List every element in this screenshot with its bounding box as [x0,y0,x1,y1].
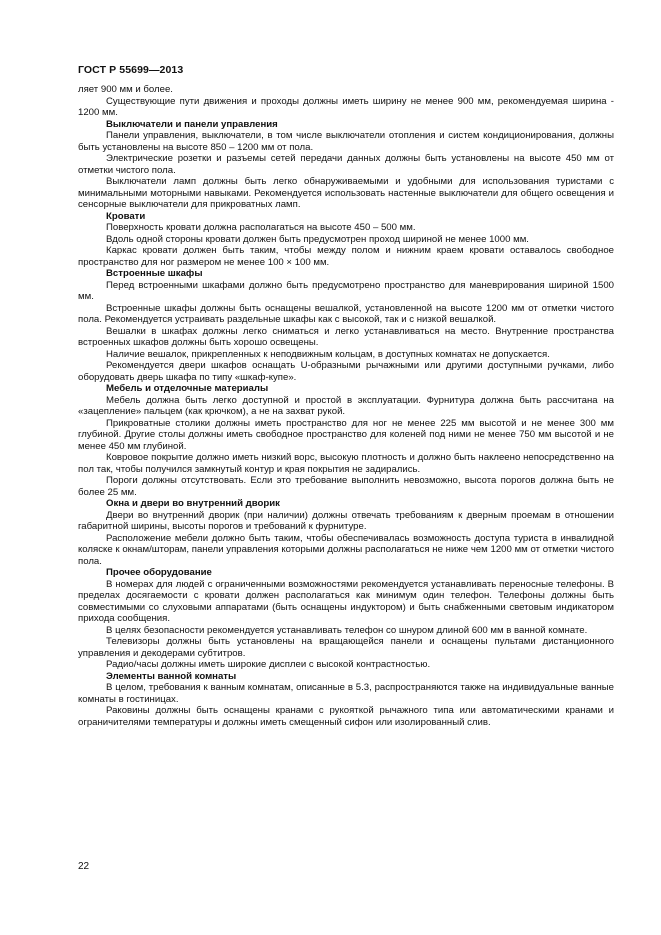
paragraph: Встроенные шкафы должны быть оснащены вешалкой, установленной на высоте 1200 мм от отметки чистого пола. Рекомендуется устраивать раздельные шкафы как с высокой, так и с низкой вешалкой. [78,302,614,325]
paragraph: Расположение мебели должно быть таким, чтобы обеспечивалась возможность доступа туриста в инвалидной коляске к окнам/шторам, панели управления которыми должны располагаться не ниже чем 1200 мм от отметки чистого пола. [78,532,614,567]
paragraph: Выключатели ламп должны быть легко обнаруживаемыми и удобными для использования туристами с минимальными моторными навыками. Рекомендуется использовать настенные выключатели для общего освещения и сенсорные выключатели для прикроватных ламп. [78,176,614,210]
section-heading: Встроенные шкафы [106,268,203,279]
paragraph: Радио/часы должны иметь широкие дисплеи с высокой контрастностью. [106,659,431,670]
standard-header: ГОСТ Р 55699—2013 [78,64,184,76]
paragraph: Ковровое покрытие должно иметь низкий ворс, высокую плотность и должно быть наклеено непосредственно на пол так, чтобы получился замкнутый контур и края покрытия не задирались. [78,452,614,475]
paragraph: Мебель должна быть легко доступной и простой в эксплуатации. Фурнитура должна быть рассчитана на «зацепление» пальцем (как крючком), а не на захват рукой. [78,394,614,417]
section-heading: Мебель и отделочные материалы [106,383,269,394]
paragraph: Рекомендуется двери шкафов оснащать U-образными рычажными или другими доступными ручками, либо оборудовать дверь шкафа по типу «шкаф-купе». [78,360,614,383]
paragraph: В целом, требования к ванным комнатам, описанные в 5.3, распространяются также на индивидуальные ванные комнаты в гостиницах. [78,682,614,705]
section-heading: Элементы ванной комнаты [106,670,237,682]
section-heading: Прочее оборудование [106,567,212,578]
paragraph: Прикроватные столики должны иметь пространство для ног не менее 225 мм высотой и не менее 300 мм глубиной. Другие столы должны иметь свободное пространство для коленей под ними не менее 750 мм высотой и не менее 450 мм глубиной. [78,417,614,452]
paragraph: Существующие пути движения и проходы должны иметь ширину не менее 900 мм, рекомендуемая ширина - 1200 мм. [78,95,614,118]
section-heading: Выключатели и панели управления [106,118,278,130]
paragraph: ляет 900 мм и более. [78,84,173,95]
paragraph: Двери во внутренний дворик (при наличии) должны отвечать требованиям к дверным проемам в отношении габаритной ширины, высоты порогов и требований к фурнитуре. [78,509,614,532]
paragraph: Наличие вешалок, прикрепленных к неподвижным кольцам, в доступных комнатах не допускается. [106,348,550,360]
paragraph: Перед встроенными шкафами должно быть предусмотрено пространство для маневрирования шириной 1500 мм. [78,279,614,302]
paragraph: Электрические розетки и разъемы сетей передачи данных должны быть установлены на высоте 450 мм от отметки чистого пола. [78,153,614,176]
paragraph: Телевизоры должны быть установлены на вращающейся панели и оснащены пультами дистанционного управления и декодерами субтитров. [78,636,614,659]
paragraph: Пороги должны отсутствовать. Если это требование выполнить невозможно, высота порогов должна быть не более 25 мм. [78,475,614,498]
page-number: 22 [78,861,90,872]
paragraph: Вешалки в шкафах должны легко сниматься и легко устанавливаться на место. Внутренние пространства встроенных шкафов должны быть хорошо освещены. [78,325,614,348]
paragraph: В номерах для людей с ограниченными возможностями рекомендуется устанавливать переносные телефоны. В пределах досягаемости с кровати должен располагаться как минимум один телефон. Телефоны должны быть совместимыми со слуховыми аппаратами (быть оснащены индуктором) и быть снабженными световым индикатором прихода сообщения. [78,578,614,624]
paragraph: В целях безопасности рекомендуется устанавливать телефон со шнуром длиной 600 мм в ванной комнате. [106,624,588,636]
paragraph: Каркас кровати должен быть таким, чтобы между полом и нижним краем кровати оставалось свободное пространство для ног размером не менее 100 × 100 мм. [78,245,614,268]
paragraph: Панели управления, выключатели, в том числе выключатели отопления и систем кондиционирования, должны быть установлены на высоте 850 – 1200 мм от пола. [78,130,614,153]
paragraph: Раковины должны быть оснащены кранами с рукояткой рычажного типа или автоматическими кранами и ограничителями температуры и должны иметь смещенный сифон или изолированный слив. [78,705,614,728]
section-heading: Окна и двери во внутренний дворик [106,498,280,509]
document-body [78,84,614,728]
paragraph: Вдоль одной стороны кровати должен быть предусмотрен проход шириной не менее 1000 мм. [106,233,529,245]
paragraph: Поверхность кровати должна располагаться на высоте 450 – 500 мм. [106,222,416,233]
section-heading: Кровати [106,210,146,222]
